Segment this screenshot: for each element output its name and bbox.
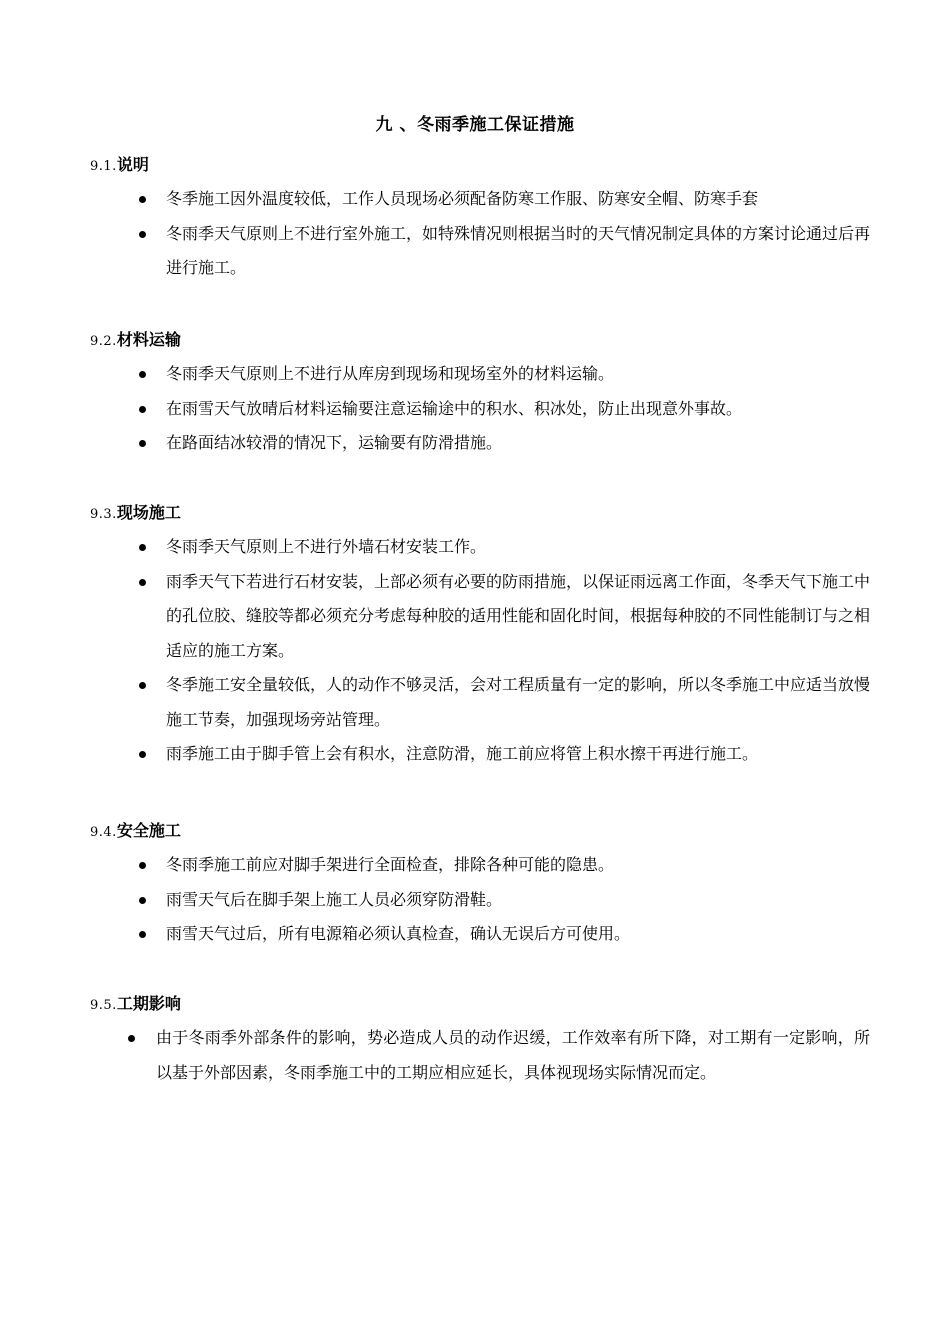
- section-description: [90, 148, 870, 286]
- list-item-text: 雨季施工由于脚手管上会有积水，注意防滑，施工前应将管上积水擦干再进行施工。: [166, 744, 759, 763]
- list-item: [90, 1021, 870, 1090]
- section-name: 说明: [116, 155, 149, 174]
- section-name: 工期影响: [116, 994, 181, 1013]
- section-heading: [90, 148, 870, 182]
- section-schedule-impact: [90, 987, 870, 1090]
- bullet-icon: [139, 931, 146, 938]
- list-item: [90, 883, 870, 918]
- bullet-list: [90, 848, 870, 952]
- list-item: [90, 530, 870, 565]
- bullet-list: [90, 1021, 870, 1090]
- section-number: 9.3.: [90, 507, 117, 522]
- bullet-icon: [139, 440, 146, 447]
- section-site-construction: [90, 496, 870, 772]
- list-item: [90, 182, 870, 217]
- bullet-list: [90, 530, 870, 772]
- section-number: 9.5.: [90, 998, 117, 1013]
- section-number: 9.1.: [90, 159, 117, 174]
- list-item: [90, 917, 870, 952]
- section-heading: [90, 496, 870, 530]
- list-item-text: 冬雨季天气原则上不进行外墙石材安装工作。: [166, 537, 487, 556]
- list-item-text: 冬雨季施工前应对脚手架进行全面检查，排除各种可能的隐患。: [166, 855, 615, 874]
- bullet-icon: [139, 897, 146, 904]
- bullet-icon: [139, 682, 146, 689]
- bullet-icon: [139, 862, 146, 869]
- list-item: [90, 426, 870, 461]
- list-item-text: 在雨雪天气放晴后材料运输要注意运输途中的积水、积冰处，防止出现意外事故。: [166, 398, 743, 418]
- list-item: [90, 217, 870, 286]
- list-item-text: 在路面结冰较滑的情况下，运输要有防滑措施。: [166, 433, 503, 452]
- list-item-text: 雨雪天气后在脚手架上施工人员必须穿防滑鞋。: [166, 889, 503, 909]
- bullet-icon: [139, 231, 146, 238]
- section-name: 材料运输: [116, 330, 181, 349]
- bullet-icon: [139, 371, 146, 378]
- list-item-text: 冬季施工安全量较低，人的动作不够灵活，会对工程质量有一定的影响，所以冬季施工中应适当放慢施工节奏，加强现场旁站管理。: [166, 675, 871, 729]
- list-item-text: 由于冬雨季外部条件的影响，势必造成人员的动作迟缓，工作效率有所下降，对工期有一定影响，所以基于外部因素，冬雨季施工中的工期应相应延长，具体视现场实际情况而定。: [156, 1028, 870, 1082]
- document-title: 九 、冬雨季施工保证措施: [375, 115, 575, 135]
- bullet-list: [90, 182, 870, 286]
- section-heading: [90, 814, 870, 848]
- list-item-text: 冬雨季天气原则上不进行室外施工，如特殊情况则根据当时的天气情况制定具体的方案讨论通过后再进行施工。: [166, 223, 871, 277]
- list-item-text: 雨雪天气过后，所有电源箱必须认真检查，确认无误后方可使用。: [166, 924, 631, 943]
- list-item: [90, 565, 870, 669]
- section-heading: [90, 987, 870, 1021]
- bullet-icon: [139, 406, 146, 413]
- bullet-icon: [139, 751, 146, 758]
- bullet-icon: [139, 544, 146, 551]
- section-name: 安全施工: [116, 821, 181, 840]
- section-material-transport: [90, 323, 870, 461]
- bullet-icon: [128, 1035, 135, 1042]
- list-item-text: 冬季施工因外温度较低，工作人员现场必须配备防寒工作服、防寒安全帽、防寒手套: [166, 189, 759, 208]
- bullet-icon: [139, 196, 146, 203]
- list-item-text: 冬雨季天气原则上不进行从库房到现场和现场室外的材料运输。: [166, 364, 615, 383]
- section-name: 现场施工: [116, 503, 181, 522]
- bullet-list: [90, 357, 870, 461]
- list-item: [90, 848, 870, 883]
- section-safety-construction: [90, 814, 870, 952]
- list-item-text: 雨季天气下若进行石材安装，上部必须有必要的防雨措施，以保证雨远离工作面，冬季天气下施工中的孔位胶、缝胶等都必须充分考虑每种胶的适用性能和固化时间，根据每种胶的不同性能制订与之相适应的施工方案。: [166, 571, 871, 660]
- section-heading: [90, 323, 870, 357]
- section-number: 9.4.: [90, 825, 117, 840]
- section-number: 9.2.: [90, 334, 117, 349]
- list-item: [90, 737, 870, 772]
- list-item: [90, 357, 870, 392]
- list-item: [90, 668, 870, 737]
- bullet-icon: [139, 579, 146, 586]
- list-item: [90, 392, 870, 427]
